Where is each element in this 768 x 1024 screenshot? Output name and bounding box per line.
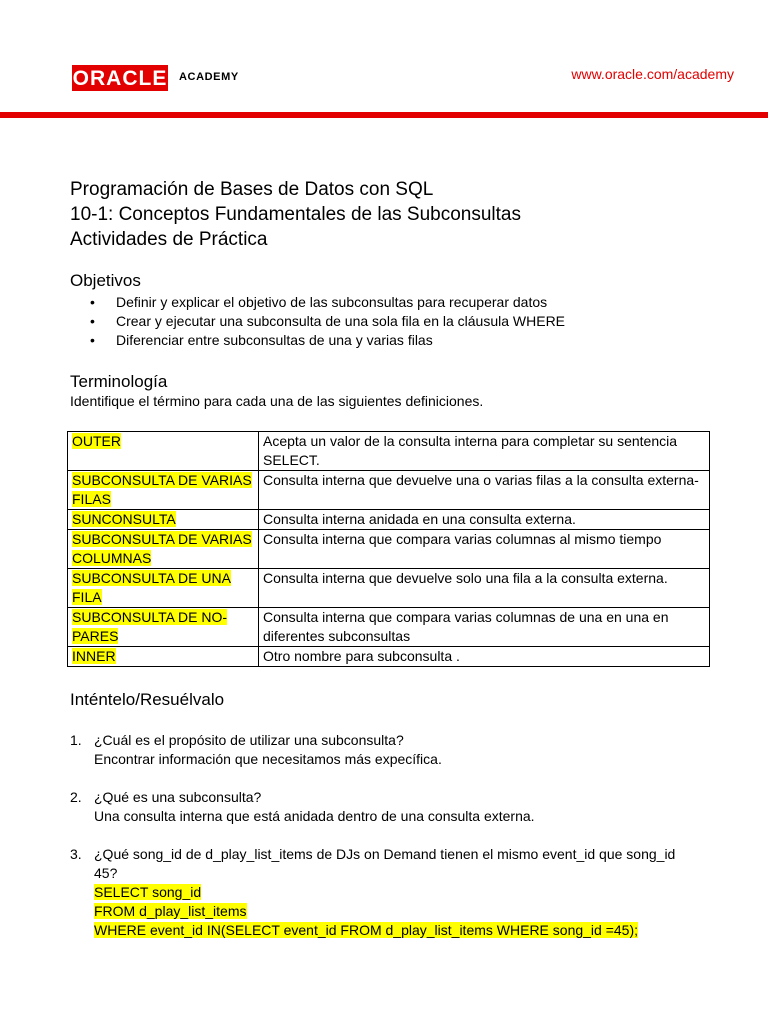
list-item xyxy=(90,331,565,350)
objective-text: Definir y explicar el objetivo de las subconsultas para recuperar datos xyxy=(116,294,548,310)
term-cell xyxy=(68,471,259,510)
objective-text: Crear y ejecutar una subconsulta de una sola fila en la cláusula WHERE xyxy=(116,313,566,329)
term-answer: INNER xyxy=(72,648,116,664)
terminology-heading: Terminología xyxy=(70,372,168,391)
practice-heading: Inténtelo/Resuélvalo xyxy=(70,690,225,709)
term-answer: SUNCONSULTA xyxy=(72,511,176,527)
table-row xyxy=(68,471,710,510)
page-header xyxy=(0,0,768,120)
oracle-logo-text: ORACLE xyxy=(72,66,168,90)
term-cell xyxy=(68,647,259,667)
table-row xyxy=(68,569,710,608)
term-cell xyxy=(68,432,259,471)
objectives-heading: Objetivos xyxy=(70,271,141,290)
table-row xyxy=(68,647,710,667)
bullet-icon: • xyxy=(90,294,95,310)
oracle-academy-link[interactable]: www.oracle.com/academy xyxy=(571,66,734,82)
term-answer: SUBCONSULTA DE NO-PARES xyxy=(72,609,228,644)
sql-answer xyxy=(94,883,734,940)
term-cell xyxy=(68,510,259,530)
academy-label: ACADEMY xyxy=(179,71,239,83)
question-number: 2. xyxy=(70,789,82,805)
definition-cell: Otro nombre para subconsulta . xyxy=(259,647,710,667)
answer-text: Una consulta interna que está anidada dentro de una consulta externa. xyxy=(94,808,535,824)
definition-cell: Consulta interna que compara varias columnas de una en una en diferentes subconsultas xyxy=(259,608,710,647)
term-answer: SUBCONSULTA DE VARIAS COLUMNAS xyxy=(72,531,252,566)
table-row xyxy=(68,530,710,569)
definition-cell: Acepta un valor de la consulta interna para completar su sentencia SELECT. xyxy=(259,432,710,471)
answer-text: Encontrar información que necesitamos más expecífica. xyxy=(94,751,442,767)
term-answer: SUBCONSULTA DE UNA FILA xyxy=(72,570,231,605)
table-row xyxy=(68,510,710,530)
header-divider xyxy=(0,112,768,118)
list-item xyxy=(90,312,565,331)
objective-text: Diferenciar entre subconsultas de una y varias filas xyxy=(116,332,433,348)
objectives-list xyxy=(90,293,565,350)
title-line-activity: Actividades de Práctica xyxy=(70,229,268,250)
list-item xyxy=(90,293,565,312)
sql-line: FROM d_play_list_items xyxy=(94,903,247,919)
page-title xyxy=(70,177,521,252)
definition-cell: Consulta interna anidada en una consulta externa. xyxy=(259,510,710,530)
bullet-icon: • xyxy=(90,313,95,329)
sql-line: WHERE event_id IN(SELECT event_id FROM d_play_list_items WHERE song_id =45); xyxy=(94,922,639,938)
definition-cell: Consulta interna que devuelve una o varias filas a la consulta externa- xyxy=(259,471,710,510)
term-cell xyxy=(68,569,259,608)
definition-cell: Consulta interna que compara varias columnas al mismo tiempo xyxy=(259,530,710,569)
question-text: ¿Qué song_id de d_play_list_items de DJs on Demand tienen el mismo event_id que song_id 45? xyxy=(94,846,676,881)
bullet-icon: • xyxy=(90,332,95,348)
title-line-course: Programación de Bases de Datos con SQL xyxy=(70,179,434,200)
sql-line: SELECT song_id xyxy=(94,884,202,900)
question-number: 3. xyxy=(70,846,82,862)
term-answer: SUBCONSULTA DE VARIAS FILAS xyxy=(72,472,252,507)
title-line-lesson: 10-1: Conceptos Fundamentales de las Subconsultas xyxy=(70,204,521,225)
table-row xyxy=(68,608,710,647)
question-text: ¿Cuál es el propósito de utilizar una subconsulta? xyxy=(94,732,404,748)
terminology-table xyxy=(67,431,710,667)
question-number: 1. xyxy=(70,732,82,748)
oracle-logo xyxy=(72,65,168,91)
term-cell xyxy=(68,530,259,569)
table-row xyxy=(68,432,710,471)
question-text: ¿Qué es una subconsulta? xyxy=(94,789,262,805)
term-cell xyxy=(68,608,259,647)
term-answer: OUTER xyxy=(72,433,121,449)
definition-cell: Consulta interna que devuelve solo una fila a la consulta externa. xyxy=(259,569,710,608)
terminology-instruction: Identifique el término para cada una de las siguientes definiciones. xyxy=(70,393,484,409)
